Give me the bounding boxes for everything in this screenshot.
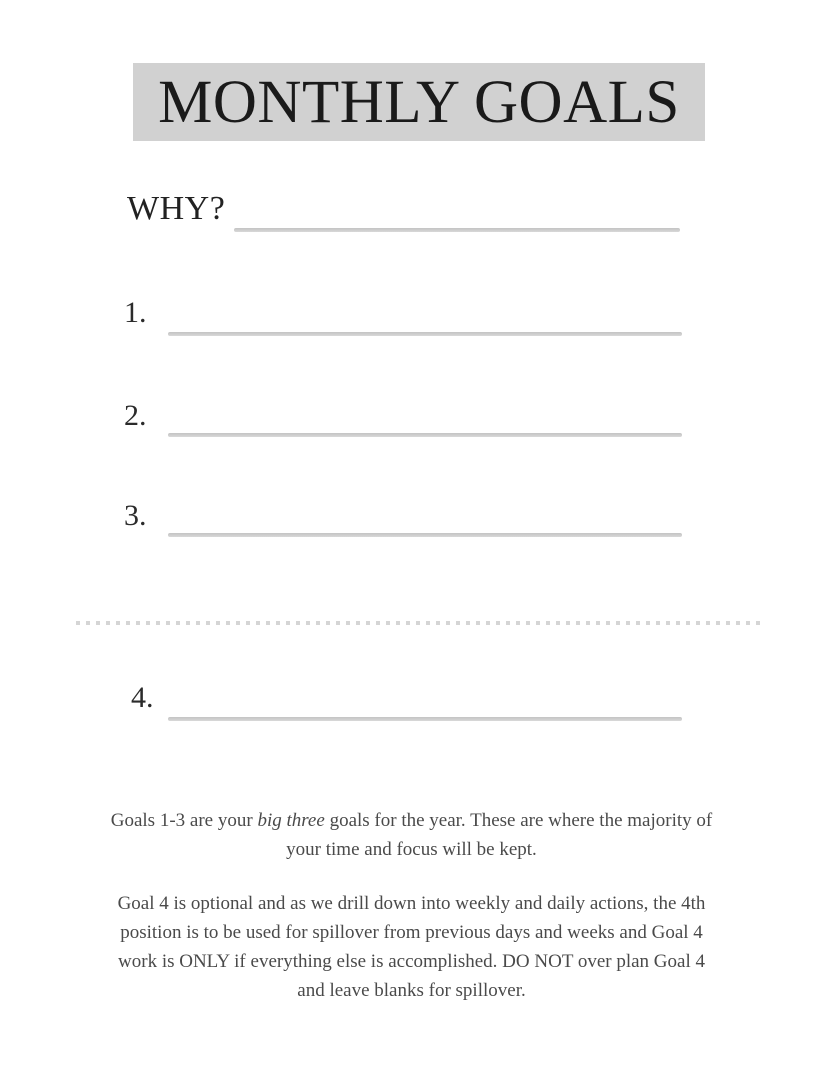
note-goal-4-line-2: position is to be used for spillover from previous days and weeks and Goal 4 — [120, 922, 703, 943]
why-blank-line — [234, 228, 680, 232]
goal-3-number: 3. — [124, 499, 147, 532]
note-goal-4-line-1: Goal 4 is optional and as we drill down into weekly and daily actions, the 4th — [117, 893, 706, 914]
note-goal-4 — [0, 889, 823, 1005]
page-title: MONTHLY GOALS — [158, 68, 680, 136]
goal-3-blank-line — [168, 533, 682, 537]
note-big-three-line-2: your time and focus will be kept. — [286, 839, 537, 860]
note-goal-4-line-3: work is ONLY if everything else is accomplished. DO NOT over plan Goal 4 — [118, 951, 705, 972]
note-big-three — [0, 806, 823, 864]
goal-2-number: 2. — [124, 399, 147, 432]
goal-4-blank-line — [168, 717, 682, 721]
title-banner — [133, 63, 705, 141]
goal-1-blank-line — [168, 332, 682, 336]
paragraph-gap — [0, 864, 823, 889]
dotted-divider — [76, 621, 764, 625]
big-three-emphasis: big three — [257, 810, 325, 831]
note-goal-4-line-4: and leave blanks for spillover. — [297, 980, 526, 1001]
goal-4-number: 4. — [131, 681, 154, 714]
goal-2-blank-line — [168, 433, 682, 437]
footer-notes — [0, 806, 823, 1005]
note-big-three-line-1: Goals 1-3 are your big three goals for the year. These are where the majority of — [110, 810, 713, 831]
why-label: WHY? — [127, 190, 226, 227]
goal-1-number: 1. — [124, 296, 147, 329]
